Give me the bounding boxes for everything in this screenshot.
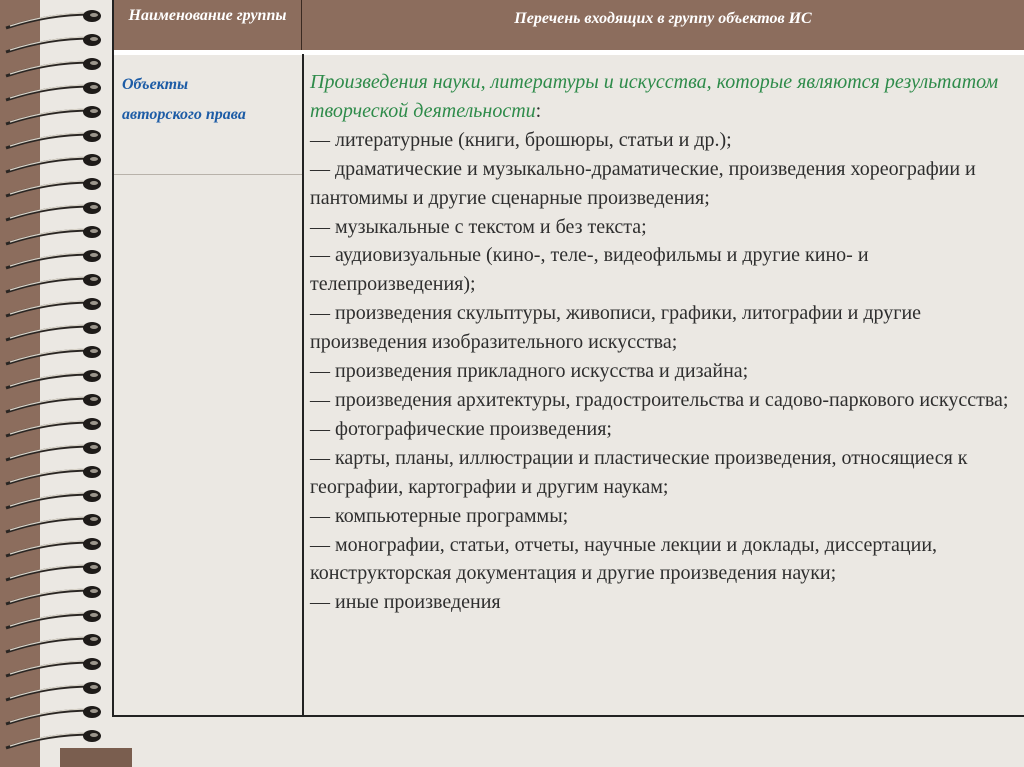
list-item: — фотографические произведения; [310,417,612,440]
spiral-ring-icon [6,202,101,220]
spiral-binding-icon [0,0,120,767]
spiral-ring-icon [6,346,101,364]
spiral-ring-icon [6,250,101,268]
spiral-ring-icon [6,634,101,652]
list-intro-colon: : [535,99,542,122]
header-divider [114,50,1024,55]
ip-objects-table [112,0,1024,717]
spiral-ring-icon [6,538,101,556]
spiral-ring-icon [6,586,101,604]
list-item: — компьютерные программы; [310,504,569,527]
spiral-ring-icon [6,130,101,148]
table-header [114,0,1024,54]
column-divider [302,54,304,715]
list-item: — произведения прикладного искусства и дизайна; [310,360,749,383]
spiral-ring-icon [6,562,101,580]
spiral-ring-icon [6,58,101,76]
spiral-ring-icon [6,658,101,676]
group-name-line: Объекты [122,76,189,93]
spiral-ring-icon [6,730,101,748]
spiral-ring-icon [6,418,101,436]
spiral-ring-icon [6,178,101,196]
spiral-ring-icon [6,298,101,316]
list-item: — монографии, статьи, отчеты, научные лекции и доклады, диссертации, конструкторская документация и другие произведения науки; [310,533,938,585]
objects-list [310,126,1016,617]
spiral-ring-icon [6,10,101,28]
spiral-ring-icon [6,34,101,52]
spiral-ring-icon [6,442,101,460]
spiral-ring-icon [6,154,101,172]
spiral-ring-icon [6,370,101,388]
spiral-ring-icon [6,274,101,292]
spiral-ring-icon [6,682,101,700]
cell-rule [114,174,302,175]
list-item: — драматические и музыкально-драматические, произведения хореографии и пантомимы и другие сценарные произведения; [310,157,976,209]
list-item: — карты, планы, иллюстрации и пластические произведения, относящиеся к географии, картографии и другим наукам; [310,446,968,498]
spiral-ring-icon [6,514,101,532]
spiral-ring-icon [6,226,101,244]
group-name-line: авторского права [122,106,246,123]
objects-list-cell [310,68,1016,617]
list-item: — иные произведения [310,591,501,614]
spiral-ring-icon [6,106,101,124]
spiral-ring-icon [6,394,101,412]
spiral-ring-icon [6,466,101,484]
list-item: — литературные (книги, брошюры, статьи и др.); [310,128,732,151]
spiral-ring-icon [6,322,101,340]
list-item: — музыкальные с текстом и без текста; [310,215,647,238]
list-item: — произведения архитектуры, градостроительства и садово-паркового искусства; [310,388,1009,411]
list-item: — произведения скульптуры, живописи, графики, литографии и другие произведения изобразительного искусства; [310,302,922,354]
spiral-ring-icon [6,490,101,508]
spiral-ring-icon [6,610,101,628]
list-intro: Произведения науки, литературы и искусства, которые являются результатом творческой деятельности [310,71,999,122]
spiral-ring-icon [6,706,101,724]
list-item: — аудиовизуальные (кино-, теле-, видеофильмы и другие кино- и телепроизведения); [310,244,869,296]
header-group-name: Наименование группы [114,0,302,54]
header-objects-list: Перечень входящих в группу объектов ИС [514,10,812,27]
spiral-ring-icon [6,82,101,100]
group-name-cell [122,70,300,130]
